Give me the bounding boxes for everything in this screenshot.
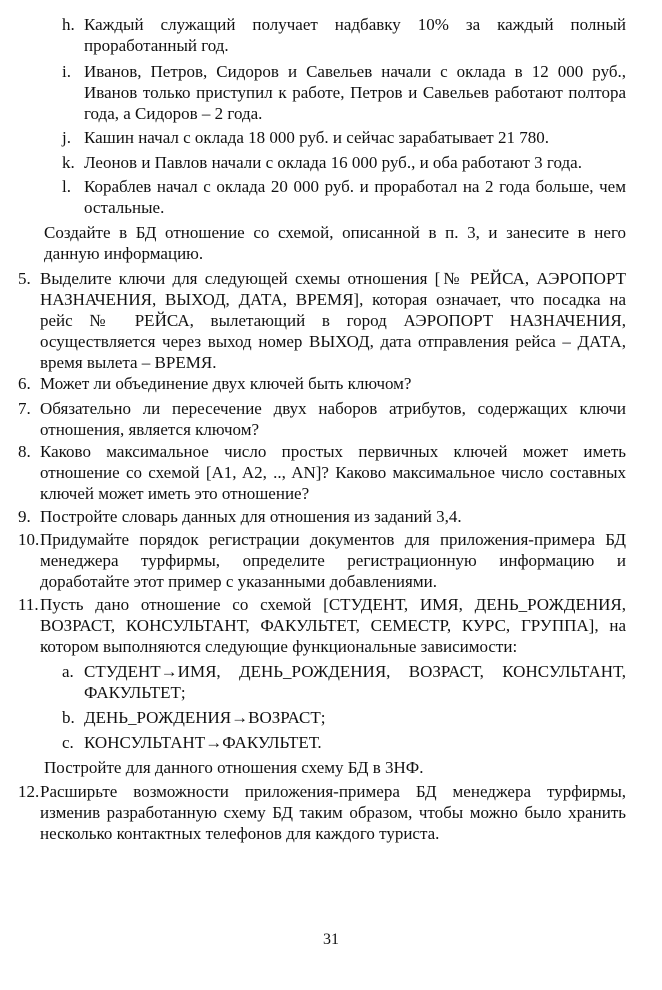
list-text: Может ли объединение двух ключей быть ключом? bbox=[40, 374, 412, 393]
list-item-k bbox=[62, 152, 626, 173]
list-text: СТУДЕНТ→ИМЯ, ДЕНЬ_РОЖДЕНИЯ, ВОЗРАСТ, КОНСУЛЬТАНТ, ФАКУЛЬТЕТ; bbox=[84, 662, 626, 702]
list-item-i bbox=[62, 61, 626, 124]
list-text: Придумайте порядок регистрации документов для приложения-примера БД менеджера турфирмы, определите регистрационную информацию и доработайте этот пример с указанными добавлениями. bbox=[40, 530, 626, 591]
list-text: Выделите ключи для следующей схемы отношения [№ РЕЙСА, АЭРОПОРТ НАЗНАЧЕНИЯ, ВЫХОД, ДАТА, ВРЕМЯ], которая означает, что посадка на рейс № РЕЙСА, вылетающий в город АЭРОПОРТ НАЗНАЧЕНИЯ, осуществляется через выход номер ВЫХОД, дата отправления рейса – ДАТА, время вылета – ВРЕМЯ. bbox=[40, 269, 626, 372]
create-db-paragraph: Создайте в БД отношение со схемой, описанной в п. 3, и занесите в него данную информацию. bbox=[44, 223, 626, 263]
list-text: Каждый служащий получает надбавку 10% за каждый полный проработанный год. bbox=[84, 15, 626, 55]
list-item-5 bbox=[18, 268, 626, 373]
list-item-8 bbox=[18, 441, 626, 504]
page-number: 31 bbox=[323, 931, 339, 948]
list-marker: 8. bbox=[18, 442, 31, 461]
list-marker: 11. bbox=[18, 595, 39, 614]
list-text: Пусть дано отношение со схемой [СТУДЕНТ, ИМЯ, ДЕНЬ_РОЖДЕНИЯ, ВОЗРАСТ, КОНСУЛЬТАНТ, ФАКУЛЬТЕТ, СЕМЕСТР, КУРС, ГРУППА], на котором выполняются следующие функциональные зависимости: bbox=[40, 595, 626, 656]
list-text: Постройте словарь данных для отношения из заданий 3,4. bbox=[40, 507, 462, 526]
list-text: Иванов, Петров, Сидоров и Савельев начали с оклада в 12 000 руб., Иванов только приступил к работе, Петров и Савельев работают полтора года, а Сидоров – 2 года. bbox=[84, 62, 626, 123]
list-item-6 bbox=[18, 373, 626, 394]
list-marker: l. bbox=[62, 177, 71, 196]
list-marker: h. bbox=[62, 15, 75, 34]
list-item-11a bbox=[62, 661, 626, 703]
list-marker: i. bbox=[62, 62, 71, 81]
list-marker: k. bbox=[62, 153, 75, 172]
list-text: Леонов и Павлов начали с оклада 16 000 руб., и оба работают 3 года. bbox=[84, 153, 582, 172]
list-marker: 12. bbox=[18, 782, 40, 801]
list-item-11c bbox=[62, 732, 626, 753]
list-marker: 10. bbox=[18, 530, 40, 549]
list-marker: c. bbox=[62, 733, 74, 752]
list-text: Обязательно ли пересечение двух наборов атрибутов, содержащих ключи отношения, является ключом? bbox=[40, 399, 626, 439]
list-text: Кашин начал с оклада 18 000 руб. и сейчас зарабатывает 21 780. bbox=[84, 128, 549, 147]
list-item-11 bbox=[18, 594, 626, 657]
list-text: КОНСУЛЬТАНТ→ФАКУЛЬТЕТ. bbox=[84, 733, 322, 752]
list-item-11b bbox=[62, 707, 626, 728]
list-text: Каково максимальное число простых первичных ключей может иметь отношение со схемой [A1, A2, .., AN]? Каково максимальное число составных ключей может иметь это отношение? bbox=[40, 442, 626, 503]
list-marker: 5. bbox=[18, 269, 31, 288]
list-marker: j. bbox=[62, 128, 71, 147]
list-marker: 7. bbox=[18, 399, 31, 418]
item11-tail-paragraph: Постройте для данного отношения схему БД в 3НФ. bbox=[44, 758, 424, 777]
list-marker: a. bbox=[62, 662, 74, 681]
list-item-9 bbox=[18, 506, 626, 527]
list-text: Расширьте возможности приложения-примера БД менеджера турфирмы, изменив разработанную схему БД таким образом, чтобы можно было хранить несколько контактных телефонов для каждого туриста. bbox=[40, 782, 626, 843]
list-item-7 bbox=[18, 398, 626, 440]
list-item-12 bbox=[18, 781, 626, 844]
list-item-10 bbox=[18, 529, 626, 592]
list-item-j bbox=[62, 127, 626, 148]
list-text: Кораблев начал с оклада 20 000 руб. и проработал на 2 года больше, чем остальные. bbox=[84, 177, 626, 217]
list-marker: 9. bbox=[18, 507, 31, 526]
list-marker: 6. bbox=[18, 374, 31, 393]
list-marker: b. bbox=[62, 708, 75, 727]
list-text: ДЕНЬ_РОЖДЕНИЯ→ВОЗРАСТ; bbox=[84, 708, 326, 727]
list-item-l bbox=[62, 176, 626, 218]
list-item-h bbox=[62, 14, 626, 56]
